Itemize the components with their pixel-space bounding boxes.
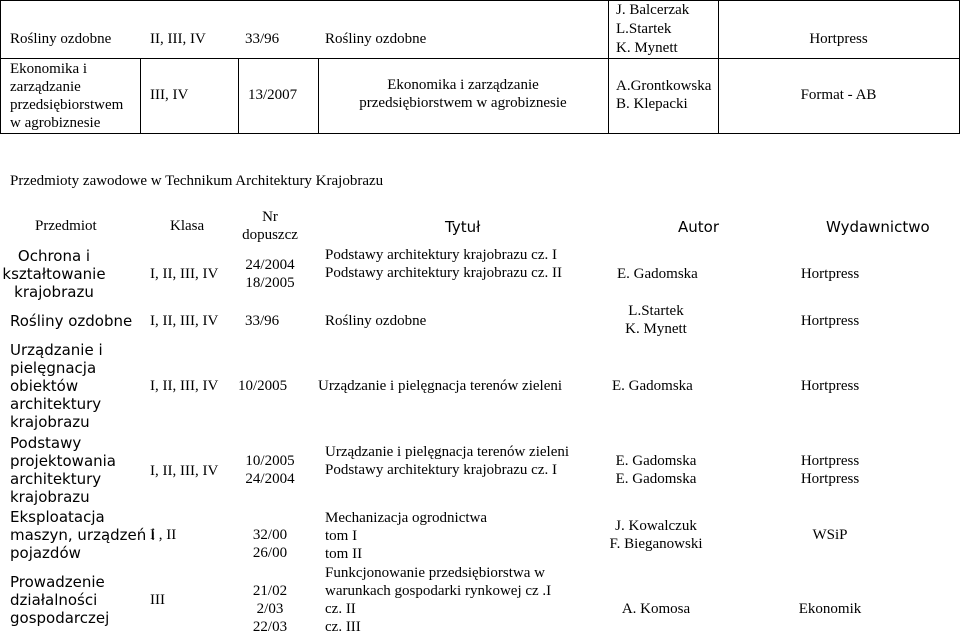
- row-author: A. Komosa: [621, 601, 691, 617]
- header-permit: dopuszcz: [242, 227, 298, 243]
- top-row1-permit: 33/96: [245, 31, 280, 47]
- row-title: cz. III: [325, 619, 361, 635]
- row-title: Mechanizacja ogrodnictwa: [325, 510, 488, 526]
- row-permit: 32/00: [252, 527, 288, 543]
- row-publisher: Ekonomik: [798, 601, 862, 617]
- row-title: Urządzanie i pielęgnacja terenów zieleni: [318, 378, 563, 394]
- row-subject: kształtowanie: [2, 265, 106, 283]
- top-row1-author: K. Mynett: [616, 40, 678, 56]
- row-permit: 2/03: [256, 601, 284, 617]
- header-class: Klasa: [170, 218, 205, 234]
- row-title: cz. II: [325, 601, 356, 617]
- row-subject: obiektów: [10, 377, 79, 395]
- header-author: Autor: [678, 218, 719, 236]
- row-title: Podstawy architektury krajobrazu cz. I: [325, 462, 557, 478]
- row-subject: działalności: [10, 591, 98, 609]
- row-subject: Rośliny ozdobne: [10, 312, 133, 330]
- row-publisher: Hortpress: [800, 378, 860, 394]
- top-row1-publisher: Hortpress: [809, 31, 868, 47]
- row-class: I, II, III, IV: [150, 266, 219, 282]
- top-row2-publisher: Format - AB: [800, 87, 877, 103]
- row-title: Podstawy architektury krajobrazu cz. II: [325, 265, 562, 281]
- top-row2-subject: przedsiębiorstwem: [10, 97, 124, 113]
- row-subject: pielęgnacja: [10, 359, 97, 377]
- top-row2-subject: Ekonomika i: [10, 61, 88, 77]
- row-title: Podstawy architektury krajobrazu cz. I: [325, 247, 557, 263]
- row-author: E. Gadomska: [612, 378, 693, 394]
- row-permit: 26/00: [252, 545, 288, 561]
- row-subject: Prowadzenie: [10, 573, 105, 591]
- row-title: Rośliny ozdobne: [325, 313, 427, 329]
- row-publisher: Hortpress: [800, 313, 860, 329]
- row-permit: 10/2005: [245, 453, 295, 469]
- row-class: I, II, III, IV: [150, 313, 219, 329]
- row-author: F. Bieganowski: [609, 536, 703, 552]
- row-publisher: Hortpress: [800, 471, 860, 487]
- row-title: tom I: [325, 528, 358, 544]
- row-subject: Podstawy: [10, 434, 82, 452]
- row-permit: 24/2004: [245, 257, 295, 273]
- top-row2-permit: 13/2007: [248, 87, 298, 103]
- top-row1-subject: Rośliny ozdobne: [10, 31, 112, 47]
- top-row2-title: Ekonomika i zarządzanie: [387, 77, 539, 93]
- row-subject: architektury: [10, 395, 102, 413]
- row-title: warunkach gospodarki rynkowej cz .I: [325, 583, 552, 599]
- row-permit: 24/2004: [245, 471, 295, 487]
- row-permit: 22/03: [252, 619, 288, 635]
- row-permit: 18/2005: [245, 275, 295, 291]
- row-subject: krajobrazu: [14, 283, 94, 301]
- top-row1-title: Rośliny ozdobne: [325, 31, 427, 47]
- row-subject: gospodarczej: [10, 609, 110, 627]
- top-row2-title: przedsiębiorstwem w agrobiznesie: [359, 95, 567, 111]
- header-title: Tytuł: [445, 218, 481, 236]
- row-author: L.Startek: [628, 303, 684, 319]
- row-publisher: Hortpress: [800, 266, 860, 282]
- row-publisher: WSiP: [812, 527, 848, 543]
- top-row2-author: B. Klepacki: [616, 96, 688, 112]
- row-author: E. Gadomska: [615, 453, 697, 469]
- top-row1-class: II, III, IV: [150, 31, 206, 47]
- row-author: K. Mynett: [625, 321, 687, 337]
- row-subject: Ochrona i: [17, 247, 91, 265]
- row-class: I , II: [150, 527, 177, 543]
- row-class: III: [150, 592, 165, 608]
- top-row2-subject: w agrobiznesie: [10, 115, 101, 131]
- row-title: tom II: [325, 546, 363, 562]
- row-subject: Eksploatacja: [10, 508, 105, 526]
- top-row2-subject: zarządzanie: [10, 79, 81, 95]
- row-author: E. Gadomska: [615, 471, 697, 487]
- row-subject: krajobrazu: [10, 488, 90, 506]
- row-subject: krajobrazu: [10, 413, 90, 431]
- row-publisher: Hortpress: [800, 453, 860, 469]
- top-row1-author: L.Startek: [616, 21, 672, 37]
- row-permit: 21/02: [252, 583, 288, 599]
- top-row2-class: III, IV: [150, 87, 189, 103]
- row-subject: Urządzanie i: [10, 341, 103, 359]
- top-row2-author: A.Grontkowska: [616, 78, 712, 94]
- row-subject: maszyn, urządzeń i: [10, 526, 156, 544]
- row-class: I, II, III, IV: [150, 378, 219, 394]
- header-subject: Przedmiot: [35, 218, 97, 234]
- row-subject: pojazdów: [10, 544, 81, 562]
- row-author: E. Gadomska: [617, 266, 698, 282]
- row-title: Funkcjonowanie przedsiębiorstwa w: [325, 565, 545, 581]
- row-subject: architektury: [10, 470, 102, 488]
- top-row1-author: J. Balcerzak: [616, 2, 690, 18]
- section-title: Przedmioty zawodowe w Technikum Architektury Krajobrazu: [10, 173, 384, 189]
- row-class: I, II, III, IV: [150, 463, 219, 479]
- header-permit: Nr: [262, 209, 278, 225]
- row-title: Urządzanie i pielęgnacja terenów zieleni: [325, 444, 570, 460]
- header-publisher: Wydawnictwo: [826, 218, 930, 236]
- row-permit: 10/2005: [238, 378, 288, 394]
- row-permit: 33/96: [245, 313, 280, 329]
- row-subject: projektowania: [10, 452, 117, 470]
- row-author: J. Kowalczuk: [615, 518, 697, 534]
